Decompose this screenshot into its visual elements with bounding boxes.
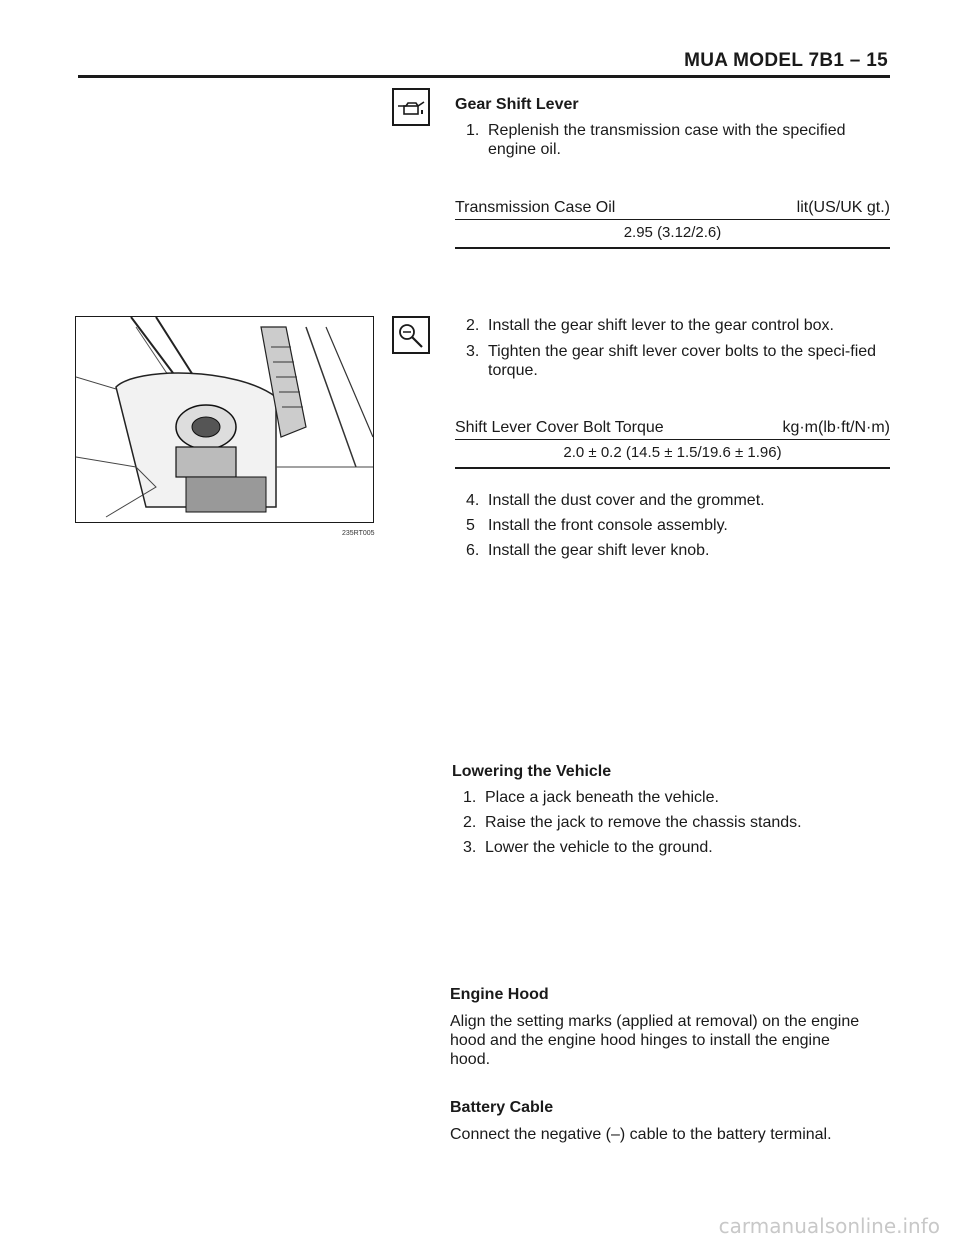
list-item: 1. Replenish the transmission case with the specified engine oil.	[466, 122, 846, 158]
lowering-heading: Lowering the Vehicle	[452, 763, 612, 780]
list-item: 3. Lower the vehicle to the ground.	[463, 839, 713, 856]
list-item: 2. Install the gear shift lever to the gear control box.	[466, 317, 834, 334]
engine-hood-heading: Engine Hood	[450, 986, 549, 1003]
spec-value: 2.95 (3.12/2.6)	[623, 224, 722, 241]
figure-code: 235RT005	[342, 530, 375, 537]
spec-unit: lit(US/UK gt.)	[796, 199, 890, 216]
spec-unit: kg·m(lb·ft/N·m)	[782, 419, 890, 436]
list-item: 1. Place a jack beneath the vehicle.	[463, 789, 719, 806]
list-item: 6. Install the gear shift lever knob.	[466, 542, 710, 559]
spec-label: Shift Lever Cover Bolt Torque	[455, 419, 664, 436]
page-header-title: MUA MODEL 7B1 – 15	[684, 50, 888, 71]
spec-rule	[455, 247, 890, 249]
spec-rule	[455, 467, 890, 469]
spec-label: Transmission Case Oil	[455, 199, 616, 216]
list-item: 2. Raise the jack to remove the chassis stands.	[463, 814, 802, 831]
spec-table-oil	[455, 199, 890, 249]
spec-value: 2.0 ± 0.2 (14.5 ± 1.5/19.6 ± 1.96)	[563, 444, 782, 461]
battery-heading: Battery Cable	[450, 1099, 554, 1116]
battery-text: Connect the negative (–) cable to the battery terminal.	[450, 1126, 832, 1143]
header-rule	[78, 75, 890, 78]
gear-shift-illustration	[75, 316, 374, 523]
list-item: 5 Install the front console assembly.	[466, 517, 728, 534]
list-item: 3. Tighten the gear shift lever cover bolts to the speci-fied torque.	[466, 343, 877, 379]
engine-hood-text: Align the setting marks (applied at removal) on the engine hood and the engine hood hinges to install the engine hood.	[450, 1013, 860, 1068]
watermark: carmanualsonline.info	[718, 1214, 940, 1238]
list-item: 4. Install the dust cover and the grommet.	[466, 492, 765, 509]
gear-shift-heading: Gear Shift Lever	[455, 96, 579, 113]
wrench-icon	[392, 316, 430, 354]
spec-table-torque	[455, 419, 890, 469]
oil-can-icon	[392, 88, 430, 126]
